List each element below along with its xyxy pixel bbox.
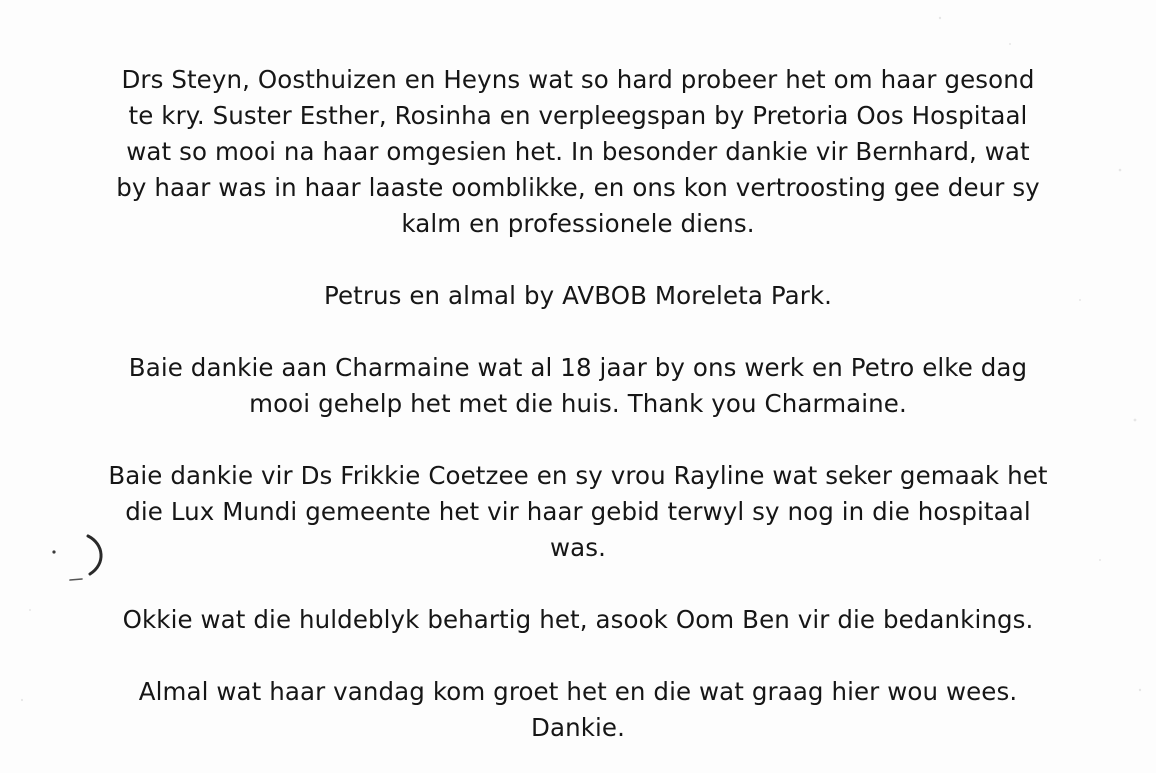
text-line: Petrus en almal by AVBOB Moreleta Park.: [323, 281, 833, 310]
paragraph-avbob: [60, 278, 1096, 314]
text-line: kalm en professionele diens.: [401, 209, 755, 238]
text-line: mooi gehelp het met die huis. Thank you Charmaine.: [249, 389, 907, 418]
text-line: Baie dankie vir Ds Frikkie Coetzee en sy vrou Rayline wat seker gemaak het: [108, 461, 1048, 490]
text-line: te kry. Suster Esther, Rosinha en verpleegspan by Pretoria Oos Hospitaal: [128, 101, 1028, 130]
text-line: Drs Steyn, Oosthuizen en Heyns wat so hard probeer het om haar gesond: [121, 65, 1035, 94]
paragraph-closing: [60, 674, 1096, 746]
text-line: die Lux Mundi gemeente het vir haar gebid terwyl sy nog in die hospitaal: [125, 497, 1031, 526]
paragraph-doctors-hospital: [60, 62, 1096, 242]
text-line: Almal wat haar vandag kom groet het en die wat graag hier wou wees.: [138, 677, 1018, 706]
paragraph-charmaine: [60, 350, 1096, 422]
text-line: by haar was in haar laaste oomblikke, en ons kon vertroosting gee deur sy: [116, 173, 1040, 202]
text-line: was.: [549, 533, 606, 562]
paragraph-tribute: [60, 602, 1096, 638]
text-line: Baie dankie aan Charmaine wat al 18 jaar by ons werk en Petro elke dag: [128, 353, 1028, 382]
acknowledgements-text: [60, 62, 1096, 746]
text-line: Dankie.: [531, 713, 625, 742]
paragraph-church: [60, 458, 1096, 566]
text-line: wat so mooi na haar omgesien het. In besonder dankie vir Bernhard, wat: [126, 137, 1030, 166]
text-line: Okkie wat die huldeblyk behartig het, asook Oom Ben vir die bedankings.: [122, 605, 1034, 634]
